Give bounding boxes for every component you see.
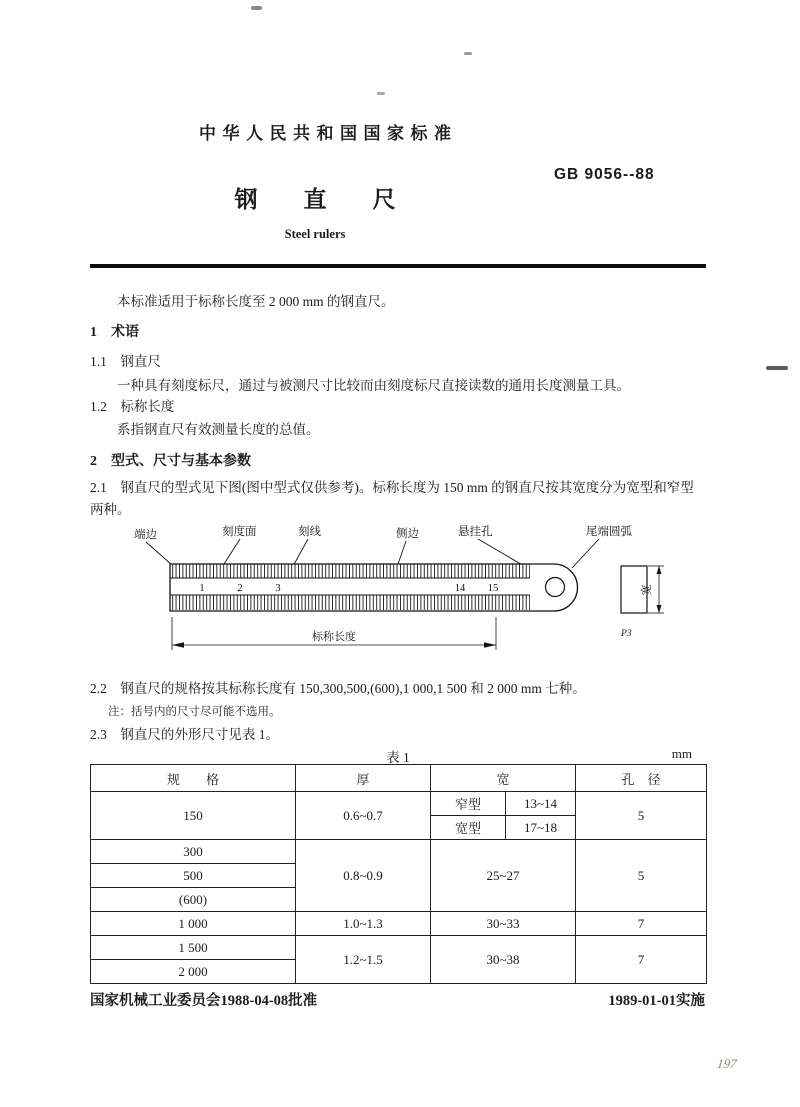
scan-artifact (766, 366, 788, 370)
figure-label-nominal-length: 标称长度 (312, 631, 356, 643)
scope-paragraph: 本标准适用于标称长度至 2 000 mm 的钢直尺。 (117, 294, 395, 309)
ruler-number: 1 (199, 583, 205, 594)
table-cell-spec: 1 500 (91, 936, 296, 960)
table-row (91, 792, 707, 816)
table-cell-hole: 5 (576, 840, 707, 912)
table-cell-hole: 7 (576, 936, 707, 984)
clause-1-2-text: 系指钢直尺有效测量长度的总值。 (117, 422, 320, 437)
length-dim-arrow-right (484, 642, 496, 648)
ruler-bottom-graduations (170, 595, 530, 610)
table-cell-width-value: 25~27 (431, 840, 576, 912)
figure-label-tail-arc: 尾端圆弧 (586, 526, 632, 538)
spec-table (90, 764, 707, 984)
table-header-row (91, 765, 707, 792)
doc-title: 钢 直 尺 (234, 187, 396, 212)
table-cell-thickness: 1.2~1.5 (296, 936, 431, 984)
table-cell-thickness: 0.6~0.7 (296, 792, 431, 840)
table-cell-hole: 5 (576, 792, 707, 840)
table-cell-hole: 7 (576, 912, 707, 936)
table-cell-spec: 500 (91, 864, 296, 888)
section-2-heading: 2 型式、尺寸与基本参数 (90, 454, 251, 469)
clause-2-2-text: 2.2 钢直尺的规格按其标称长度有 150,300,500,(600),1 000,1 500 和 2 000 mm 七种。 (90, 681, 586, 696)
table-caption-row (90, 746, 706, 764)
clause-1-2-heading: 1.2 标称长度 (90, 399, 175, 414)
table-cell-spec: 1 000 (91, 912, 296, 936)
table-cell-thickness: 0.8~0.9 (296, 840, 431, 912)
clause-2-2-note: 注：括号内的尺寸尽可能不选用。 (108, 706, 281, 718)
clause-1-1-heading: 1.1 钢直尺 (90, 354, 161, 369)
page-number: 197 (716, 1056, 738, 1071)
doc-title-en: Steel rulers (284, 227, 346, 241)
scan-artifact (251, 6, 262, 10)
scan-artifact (464, 52, 472, 55)
figure-label-scale-face: 刻度面 (222, 526, 257, 538)
standard-header-title: 中华人民共和国国家标准 (199, 124, 458, 143)
table-row (91, 840, 707, 864)
ruler-number: 15 (487, 583, 499, 594)
clause-2-1-text: 2.1 钢直尺的型式见下图(图中型式仅供参考)。标称长度为 150 mm 的钢直尺按其宽度分为宽型和窄型两种。 (90, 480, 694, 518)
length-dim-arrow-left (172, 642, 184, 648)
table-caption: 表 1 (386, 750, 410, 765)
scan-artifact (377, 92, 385, 95)
figure-corner-mark: P3 (621, 629, 632, 639)
figure-label-hanging-hole: 悬挂孔 (458, 526, 493, 538)
width-dim-arrow-top (657, 566, 662, 574)
footer-approved: 国家机械工业委员会1988-04-08批准 (90, 993, 318, 1009)
section-1-heading: 1 术语 (90, 325, 139, 340)
clause-1-1-text: 一种具有刻度标尺，通过与被测尺寸比较而由刻度标尺直接读数的通用长度测量工具。 (117, 378, 630, 393)
ruler-top-graduations (170, 564, 530, 578)
ruler-figure (94, 524, 706, 666)
table-cell-spec: 150 (91, 792, 296, 840)
table-cell-width-type: 窄型 (431, 792, 506, 816)
col-header-hole: 孔 径 (576, 765, 707, 792)
table-cell-width-value: 17~18 (506, 816, 576, 840)
table-cell-spec: 2 000 (91, 960, 296, 984)
figure-label-graduation-line: 刻线 (298, 526, 321, 538)
figure-label-end-edge: 端边 (134, 529, 157, 541)
col-header-thickness: 厚 (296, 765, 431, 792)
ruler-number: 2 (237, 583, 243, 594)
ruler-figure-svg (94, 524, 706, 666)
standard-number: GB 9056--88 (554, 166, 655, 183)
table-cell-width-value: 30~38 (431, 936, 576, 984)
width-dim-arrow-bottom (657, 605, 662, 613)
table-cell-width-value: 13~14 (506, 792, 576, 816)
col-header-spec: 规 格 (91, 765, 296, 792)
divider-rule (90, 264, 706, 268)
table-row (91, 936, 707, 960)
figure-label-width: 宽 (641, 584, 653, 596)
table-row (91, 912, 707, 936)
hanging-hole-circle (546, 578, 565, 597)
table-unit-label: mm (671, 746, 692, 761)
ruler-number: 3 (275, 583, 281, 594)
table-cell-spec: 300 (91, 840, 296, 864)
figure-label-side-edge: 侧边 (396, 528, 419, 540)
table-cell-spec: (600) (91, 888, 296, 912)
clause-2-3-text: 2.3 钢直尺的外形尺寸见表 1。 (90, 727, 279, 742)
ruler-number: 14 (454, 583, 466, 594)
table-cell-width-value: 30~33 (431, 912, 576, 936)
col-header-width: 宽 (431, 765, 576, 792)
table-cell-thickness: 1.0~1.3 (296, 912, 431, 936)
table-cell-width-type: 宽型 (431, 816, 506, 840)
footer-implemented: 1989-01-01实施 (608, 993, 705, 1009)
